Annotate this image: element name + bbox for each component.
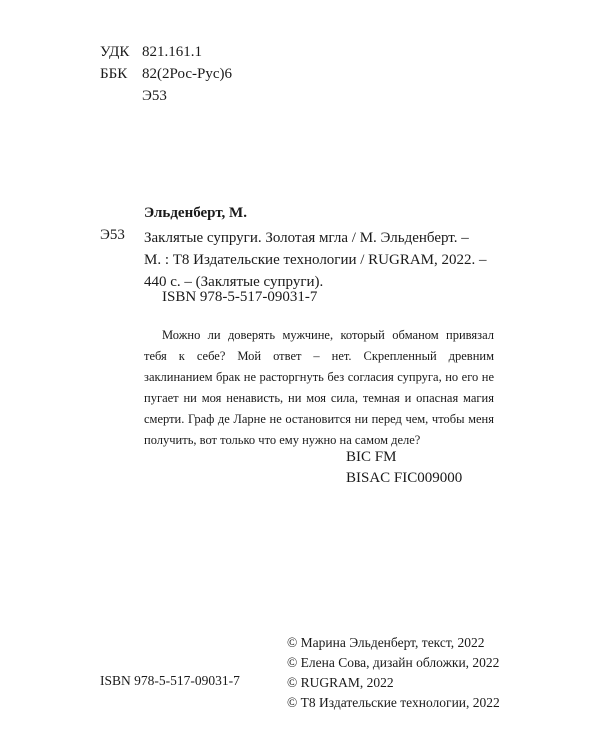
- bic-code: BIC FM: [346, 449, 397, 465]
- isbn-main: ISBN 978-5-517-09031-7: [162, 289, 318, 305]
- entry-author: Эльденберт, М.: [144, 205, 247, 221]
- subject-codes: [346, 447, 462, 489]
- copyright-line: © Марина Эльденберт, текст, 2022: [287, 635, 485, 650]
- udk-row: [100, 44, 202, 61]
- annotation: [144, 325, 494, 451]
- copyright-block: [287, 633, 500, 713]
- bbk-row: [100, 66, 232, 83]
- bisac-code: BISAC FIC009000: [346, 470, 463, 486]
- copyright-line: © RUGRAM, 2022: [287, 675, 394, 690]
- copyright-line: © Т8 Издательские технологии, 2022: [287, 695, 500, 710]
- bbk-label: ББК: [100, 66, 128, 82]
- annotation-text: Можно ли доверять мужчине, который обманом привязал тебя к себе? Мой ответ – нет. Скрепленный древним заклинанием брак не расторгнуть без согласия супруга, но его не пугает ни моя ненависть, ни моя сила, темная и опасная магия смерти. Граф де Ларне не остановится ни перед чем, чтобы меня получить, вот только что ему нужно на самом деле?: [144, 328, 494, 447]
- entry-line: Заклятые супруги. Золотая мгла / М. Эльденберт. –: [144, 230, 469, 246]
- entry-line: 440 с. – (Заклятые супруги).: [144, 274, 324, 290]
- isbn-bottom: ISBN 978-5-517-09031-7: [100, 673, 240, 688]
- entry-description: [144, 227, 494, 293]
- author-mark-value: Э53: [142, 88, 167, 104]
- udk-value: 821.161.1: [142, 44, 202, 60]
- udk-label: УДК: [100, 44, 130, 60]
- author-mark-row: [100, 88, 167, 105]
- bbk-value: 82(2Рос-Рус)6: [142, 66, 232, 82]
- copyright-line: © Елена Сова, дизайн обложки, 2022: [287, 655, 500, 670]
- entry-line: М. : Т8 Издательские технологии / RUGRAM, 2022. –: [144, 252, 487, 268]
- entry-code: Э53: [100, 227, 125, 243]
